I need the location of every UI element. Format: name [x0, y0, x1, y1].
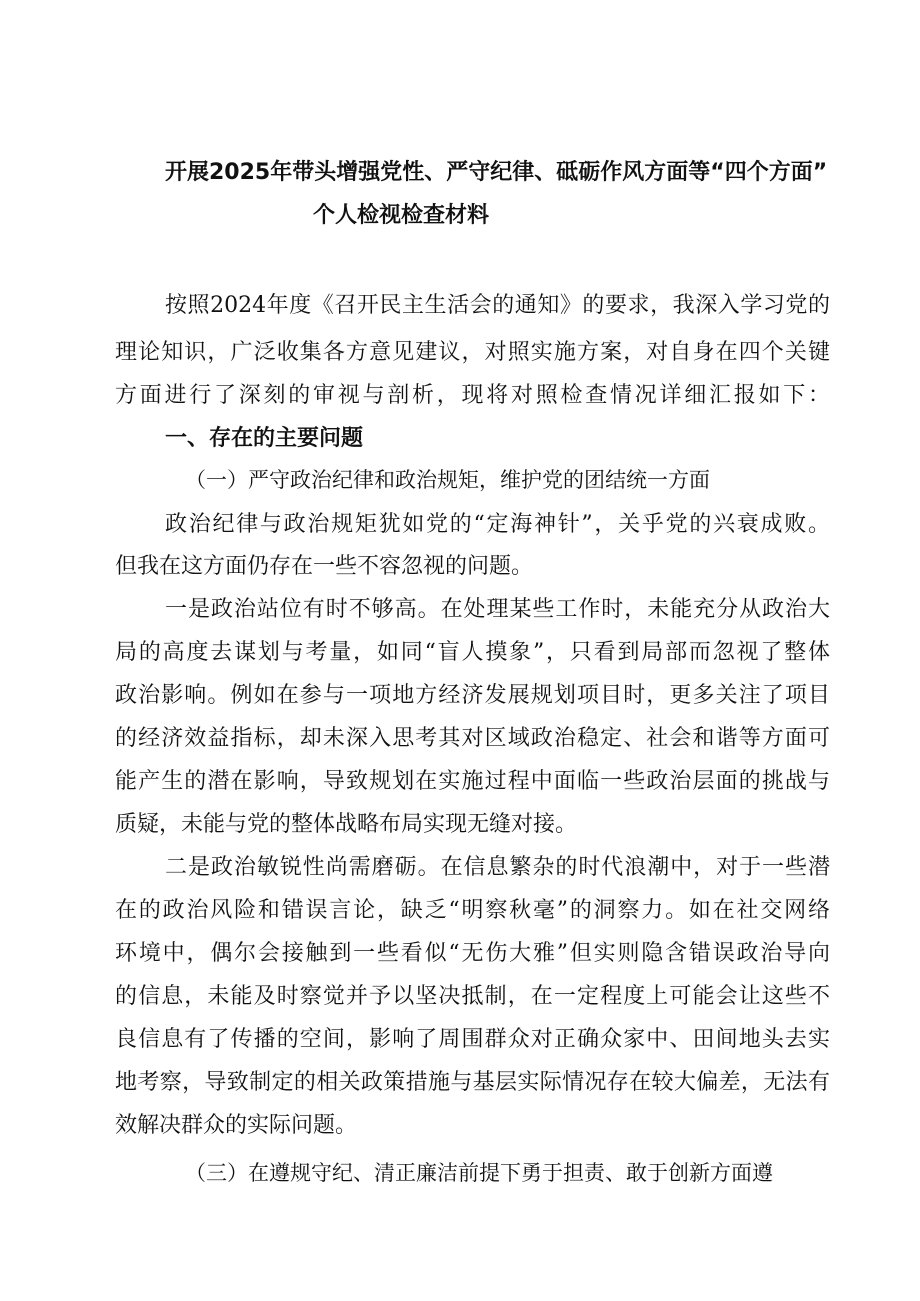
intro-line-1: 按照2024年度《召开民主生活会的通知》的要求，我深入学习党的	[165, 293, 830, 318]
paragraph-2-line-2: 局的高度去谋划与考量，如同“盲人摸象”，只看到局部而忽视了整体	[115, 640, 830, 665]
paragraph-3-line-5: 良信息有了传播的空间，影响了周围群众对正确众家中、田间地头去实	[115, 1027, 830, 1052]
paragraph-2-line-3: 政治影响。例如在参与一项地方经济发展规划项目时，更多关注了项目	[115, 683, 830, 708]
paragraph-1-line-1: 政治纪律与政治规矩犹如党的“定海神针”，关乎党的兴衰成败。	[165, 512, 830, 537]
subsection-heading-1: （一）严守政治纪律和政治规矩，维护党的团结统一方面	[185, 468, 710, 492]
section-heading: 一、存在的主要问题	[165, 426, 364, 451]
paragraph-3-line-4: 的信息，未能及时察觉并予以坚决抵制，在一定程度上可能会让这些不	[115, 984, 830, 1009]
paragraph-3-line-6: 地考察，导致制定的相关政策措施与基层实际情况存在较大偏差，无法有	[115, 1070, 830, 1095]
paragraph-2-line-1: 一是政治站位有时不够高。在处理某些工作时，未能充分从政治大	[165, 597, 830, 622]
document-title-line-2: 个人检视检查材料	[313, 203, 490, 228]
paragraph-3-line-3: 环境中，偶尔会接触到一些看似“无伤大雅”但实则隐含错误政治导向	[115, 941, 830, 966]
intro-line-3: 方面进行了深刻的审视与剖析，现将对照检查情况详细汇报如下：	[115, 383, 830, 408]
paragraph-2-line-6: 质疑，未能与党的整体战略布局实现无缝对接。	[115, 812, 578, 837]
subsection-heading-3: （三）在遵规守纪、清正廉洁前提下勇于担责、敢于创新方面遵	[185, 1161, 773, 1185]
paragraph-3-line-1: 二是政治敏锐性尚需磨砺。在信息繁杂的时代浪潮中，对于一些潜	[165, 855, 830, 880]
paragraph-2-line-4: 的经济效益指标，却未深入思考其对区域政治稳定、社会和谐等方面可	[115, 726, 830, 751]
paragraph-3-line-7: 效解决群众的实际问题。	[115, 1113, 358, 1138]
paragraph-3-line-2: 在的政治风险和错误言论，缺乏“明察秋毫”的洞察力。如在社交网络	[115, 898, 830, 923]
paragraph-2-line-5: 能产生的潜在影响，导致规划在实施过程中面临一些政治层面的挑战与	[115, 769, 830, 794]
intro-line-2: 理论知识，广泛收集各方意见建议，对照实施方案，对自身在四个关键	[115, 340, 830, 365]
document-title-line-1: 开展2025年带头增强党性、严守纪律、砥砺作风方面等“四个方面”	[165, 160, 828, 185]
paragraph-1-line-2: 但我在这方面仍存在一些不容忽视的问题。	[115, 554, 534, 579]
